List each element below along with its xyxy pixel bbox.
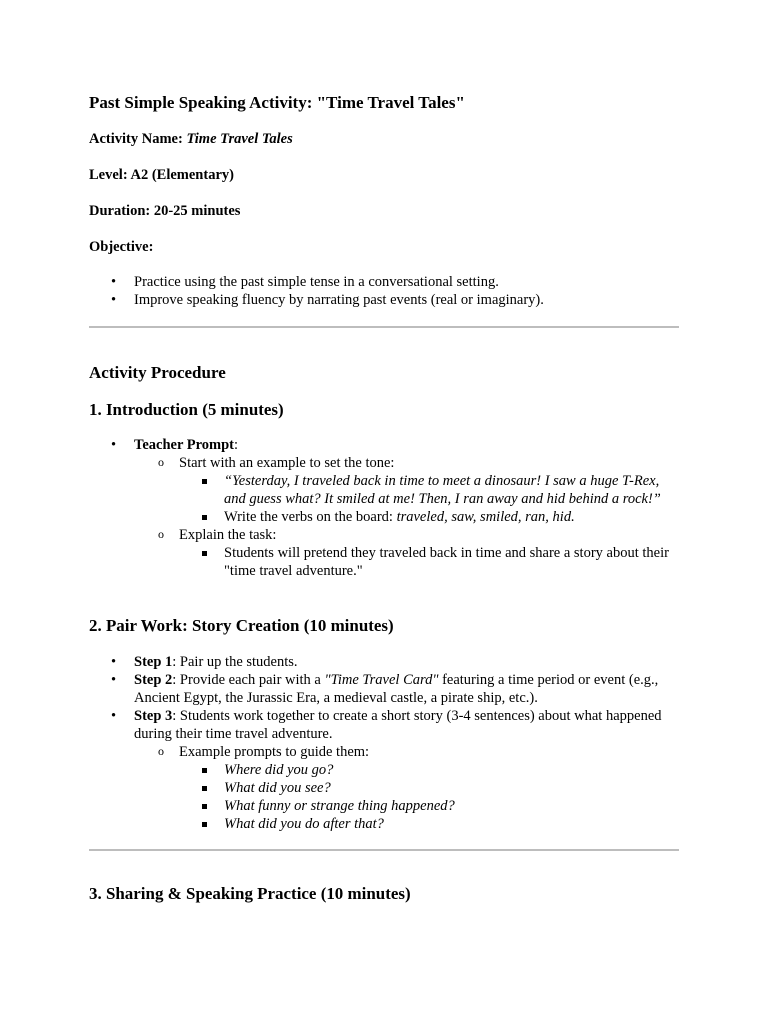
list-item <box>134 454 679 526</box>
step1-label: Step 1 <box>134 654 173 670</box>
list-item <box>179 779 679 797</box>
list-item: • Practice using the past simple tense in a conversational setting. <box>89 273 679 291</box>
activity-name <box>89 130 293 148</box>
list-item <box>179 797 679 815</box>
list-item: • Improve speaking fluency by narrating past events (real or imaginary). <box>89 291 679 309</box>
step1-text: : Pair up the students. <box>172 654 298 670</box>
section3-heading: 3. Sharing & Speaking Practice (10 minutes) <box>89 884 411 903</box>
divider <box>89 849 679 851</box>
list-item <box>179 815 679 833</box>
step2-text-b: featuring a time period or event (e.g., Ancient Egypt, the Jurassic Era, a medieval castle, a pirate ship, etc.). <box>134 672 659 706</box>
step3-text: : Students work together to create a short story (3-4 sentences) about what happened during their time travel adventure. <box>134 708 662 742</box>
duration-line: Duration: 20-25 minutes <box>89 203 241 219</box>
procedure-heading: Activity Procedure <box>89 363 226 382</box>
step2-text-a: : Provide each pair with a <box>172 672 325 688</box>
teacher-prompt-colon: : <box>234 437 239 453</box>
level-line: Level: A2 (Elementary) <box>89 167 234 183</box>
explain-task: Explain the task: <box>179 527 277 543</box>
list-item <box>89 671 679 707</box>
prompt-text: Where did you go? <box>224 762 334 778</box>
list-item <box>179 472 679 508</box>
list-item: Students will pretend they traveled back in time and share a story about their "time travel adventure." <box>179 544 679 580</box>
section1-list <box>89 436 679 580</box>
step3-label: Step 3 <box>134 708 173 724</box>
verbs-list: traveled, saw, smiled, ran, hid. <box>396 509 575 525</box>
example-quote: “Yesterday, I traveled back in time to meet a dinosaur! I saw a huge T-Rex, and guess what? It smiled at me! Then, I ran away and hid behind a rock!” <box>224 473 661 507</box>
prompts-list <box>179 761 679 833</box>
objectives-list <box>89 273 679 309</box>
list-item <box>89 653 679 671</box>
step3-sublist <box>134 743 679 833</box>
list-item <box>179 508 679 526</box>
section2-list <box>89 653 679 833</box>
activity-name-value: Time Travel Tales <box>186 131 293 147</box>
activity-name-label: Activity Name: <box>89 131 187 147</box>
section1-heading: 1. Introduction (5 minutes) <box>89 400 284 419</box>
list-item <box>134 526 679 580</box>
divider <box>89 326 679 328</box>
objective-label: Objective: <box>89 239 154 255</box>
list-item <box>89 707 679 833</box>
example-sublist <box>179 472 679 526</box>
example-prompts-label: Example prompts to guide them: <box>179 744 370 760</box>
list-item <box>179 761 679 779</box>
start-example: Start with an example to set the tone: <box>179 455 395 471</box>
list-item <box>134 743 679 833</box>
teacher-prompt-sublist <box>134 454 679 580</box>
prompt-text: What did you see? <box>224 780 331 796</box>
teacher-prompt-label: Teacher Prompt <box>134 437 235 453</box>
task-sublist <box>179 544 679 580</box>
list-item <box>89 436 679 580</box>
document-title: Past Simple Speaking Activity: "Time Travel Tales" <box>89 93 465 112</box>
prompt-text: What did you do after that? <box>224 816 384 832</box>
verbs-prefix: Write the verbs on the board: <box>224 509 397 525</box>
step2-label: Step 2 <box>134 672 173 688</box>
section2-heading: 2. Pair Work: Story Creation (10 minutes) <box>89 616 394 635</box>
time-travel-card: "Time Travel Card" <box>324 672 439 688</box>
prompt-text: What funny or strange thing happened? <box>224 798 455 814</box>
